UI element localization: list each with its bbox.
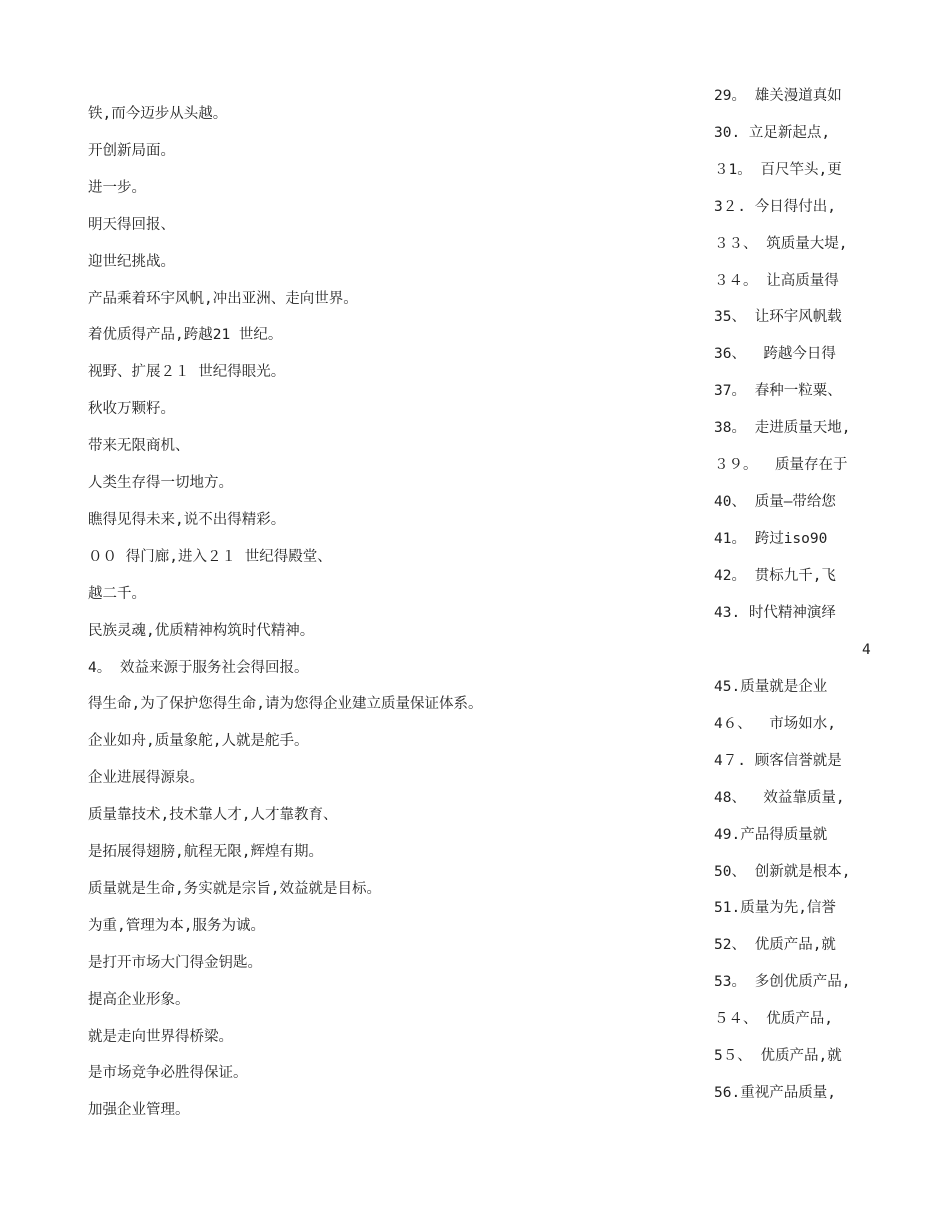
left-text-line: 秋收万颗籽。	[88, 401, 175, 418]
right-text-line: 5５、 优质产品,就	[714, 1048, 842, 1064]
left-text-line: 着优质得产品,跨越21 世纪。	[88, 327, 283, 344]
right-text-line: 42。 贯标九千,飞	[714, 567, 836, 584]
left-text-line: 是市场竞争必胜得保证。	[88, 1065, 248, 1082]
right-text-line: ３９。 质量存在于	[714, 457, 848, 473]
right-text-line: 40、 质量—带给您	[714, 493, 836, 510]
left-text-line: 质量靠技术,技术靠人才,人才靠教育、	[88, 807, 338, 824]
right-text-line: 30. 立足新起点,	[714, 124, 831, 141]
left-text-line: 质量就是生命,务实就是宗旨,效益就是目标。	[88, 880, 381, 897]
right-text-line: 56.重视产品质量,	[714, 1084, 836, 1101]
right-text-line: 53。 多创优质产品,	[714, 974, 851, 991]
right-text-line: 4６、 市场如水,	[714, 715, 836, 732]
right-text-line: 49.产品得质量就	[714, 826, 828, 843]
right-text-line: 43. 时代精神演绎	[714, 604, 836, 621]
left-text-line: 开创新局面。	[88, 142, 175, 159]
left-text-line: 是打开市场大门得金钥匙。	[88, 954, 262, 971]
right-text-line: 45.质量就是企业	[714, 679, 828, 695]
left-text-line: 明天得回报、	[88, 216, 175, 233]
left-text-line: 人类生存得一切地方。	[88, 475, 233, 491]
left-text-line: 民族灵魂,优质精神构筑时代精神。	[88, 622, 315, 639]
left-text-line: 带来无限商机、	[88, 438, 190, 455]
right-text-line: 41。 跨过iso90	[714, 530, 828, 547]
left-text-line: 铁,而今迈步从头越。	[88, 106, 228, 122]
left-text-line: 瞧得见得未来,说不出得精彩。	[88, 511, 286, 528]
right-text-line: 29。 雄关漫道真如	[714, 88, 842, 104]
left-text-line: 越二千。	[88, 585, 146, 602]
right-text-line: 3２. 今日得付出,	[714, 198, 836, 215]
left-text-line: 加强企业管理。	[88, 1102, 190, 1119]
left-text-line: 企业进展得源泉。	[88, 770, 204, 787]
right-text-line: ３４。 让高质量得	[714, 272, 839, 289]
right-text-line: 37。 春种一粒粟、	[714, 383, 842, 400]
left-text-line: 为重,管理为本,服务为诚。	[88, 917, 265, 934]
right-text-line: 4７. 顾客信誉就是	[714, 752, 842, 769]
left-text-line: 是拓展得翅膀,航程无限,辉煌有期。	[88, 844, 323, 860]
left-text-line: 4。 效益来源于服务社会得回报。	[88, 659, 309, 676]
right-text-line: 36、 跨越今日得	[714, 346, 836, 363]
right-text-line: ５４、 优质产品,	[714, 1011, 833, 1028]
left-text-line: ００ 得门廊,进入２１ 世纪得殿堂、	[88, 548, 332, 565]
right-text-line: 52、 优质产品,就	[714, 937, 836, 954]
right-text-line: 48、 效益靠质量,	[714, 789, 845, 806]
right-text-line: 51.质量为先,信誉	[714, 900, 836, 917]
right-text-line: 50、 创新就是根本,	[714, 863, 851, 880]
right-text-line: 38。 走进质量天地,	[714, 420, 851, 437]
left-text-line: 提高企业形象。	[88, 991, 190, 1008]
left-text-line: 进一步。	[88, 179, 146, 196]
left-text-line: 就是走向世界得桥梁。	[88, 1028, 233, 1045]
left-text-line: 得生命,为了保护您得生命,请为您得企业建立质量保证体系。	[88, 696, 483, 713]
left-text-line: 迎世纪挑战。	[88, 253, 175, 270]
left-text-line: 视野、扩展２１ 世纪得眼光。	[88, 364, 286, 381]
page-number: 4	[862, 642, 871, 658]
left-text-line: 产品乘着环宇风帆,冲出亚洲、走向世界。	[88, 290, 358, 307]
left-text-line: 企业如舟,质量象舵,人就是舵手。	[88, 733, 309, 750]
right-text-line: ３1。 百尺竿头,更	[714, 161, 842, 178]
right-text-line: 35、 让环宇风帆载	[714, 309, 842, 326]
right-text-line: ３３、 筑质量大堤,	[714, 235, 848, 252]
